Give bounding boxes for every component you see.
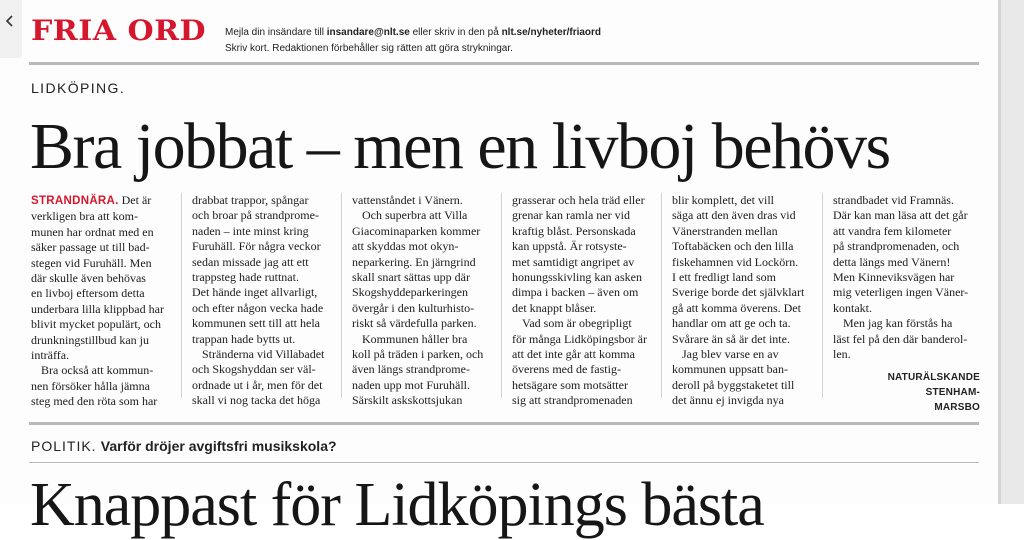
article-line bbox=[833, 208, 973, 223]
article-line-text: Det är bbox=[118, 193, 152, 207]
article-line-text: övergår i den kulturhisto- bbox=[352, 300, 475, 315]
article-line bbox=[512, 239, 652, 254]
article-line bbox=[352, 255, 492, 270]
article-line bbox=[31, 317, 171, 332]
article-line bbox=[192, 239, 332, 254]
article-line-text: drabbat trappor, spångar bbox=[192, 193, 309, 207]
article-line bbox=[512, 362, 652, 377]
article-line bbox=[352, 301, 492, 316]
article-line bbox=[192, 378, 332, 393]
article-line bbox=[352, 270, 492, 285]
article-line-text: Svårare än så är det inte. bbox=[672, 331, 790, 346]
column-divider bbox=[181, 193, 182, 398]
teaser-section: POLITIK. bbox=[31, 438, 97, 454]
article-line bbox=[352, 316, 492, 331]
article-line-text: drunkningstillbud kan ju bbox=[31, 332, 149, 347]
article-line-text: trappan hade bytts ut. bbox=[192, 331, 296, 346]
article-line-text: Stränderna vid Villabadet bbox=[202, 347, 325, 362]
article-line-text: Särskilt askskottsjukan bbox=[352, 393, 463, 408]
submission-url[interactable]: nlt.se/nyheter/friaord bbox=[501, 27, 602, 38]
article-line bbox=[192, 332, 332, 347]
article-line bbox=[672, 378, 812, 393]
article-line-text: naden – inte minst kring bbox=[192, 223, 309, 238]
article-line bbox=[672, 347, 812, 362]
article-line-text: kraftig blåst. Personskada bbox=[512, 223, 636, 238]
article-line-text: och Skogshyddan ser väl- bbox=[192, 362, 316, 377]
article-line-text: ordnade ut i år, men för det bbox=[192, 377, 323, 392]
article-line bbox=[512, 270, 652, 285]
chevron-left-icon[interactable] bbox=[3, 14, 17, 28]
article-line-text: kan uppstå. Är rotsyste- bbox=[512, 239, 627, 254]
article-line-text: kommunen uppsatt ban- bbox=[672, 362, 788, 377]
next-article-headline: Knappast för Lidköpings bästa bbox=[30, 471, 764, 539]
article-line bbox=[672, 270, 812, 285]
submission-prefix: Mejla din insändare till bbox=[225, 27, 327, 38]
article-line-text: grasserar och hela träd eller bbox=[512, 193, 645, 207]
article-line bbox=[192, 255, 332, 270]
article-line bbox=[31, 379, 171, 394]
article-line bbox=[31, 193, 171, 209]
article-line-text: inträffa. bbox=[31, 348, 70, 363]
article-line-text: blivit mycket populärt, och bbox=[31, 317, 161, 332]
article-line-text: koll på träden i parken, och bbox=[352, 347, 484, 362]
article-line bbox=[512, 301, 652, 316]
article-line bbox=[672, 239, 812, 254]
article-line-text: att det inte går att komma bbox=[512, 347, 635, 362]
article-line-text: även längs strandprome- bbox=[352, 362, 470, 377]
article-line-text: kommunen sett till att hela bbox=[192, 316, 320, 331]
article-line bbox=[512, 224, 652, 239]
article-line bbox=[672, 301, 812, 316]
article-line-text: deroll på byggstaketet till bbox=[672, 377, 795, 392]
back-tab[interactable] bbox=[0, 0, 22, 58]
signature-line-2: MARSBO bbox=[934, 402, 980, 413]
article-line-text: Men Kinneviksvägen har bbox=[833, 270, 955, 285]
article-line bbox=[512, 332, 652, 347]
article-line-text: skall vi nog tacka det höga bbox=[192, 393, 321, 408]
article-line-text: säga att den även dras vid bbox=[672, 208, 796, 223]
article-line bbox=[512, 193, 652, 208]
article-line bbox=[512, 285, 652, 300]
article-line bbox=[672, 193, 812, 208]
article-line bbox=[31, 225, 171, 240]
article-line bbox=[352, 362, 492, 377]
submission-email[interactable]: insandare@nlt.se bbox=[326, 27, 410, 38]
article-separator bbox=[29, 422, 979, 425]
article-line bbox=[31, 271, 171, 286]
article-line-text: Där kan man läsa att det går bbox=[833, 208, 968, 223]
article-line-text: steg med den röta som har bbox=[31, 394, 158, 409]
article-line bbox=[31, 209, 171, 224]
signature-line-1: NATURÄLSKANDE STENHAM- bbox=[887, 372, 980, 398]
article-line bbox=[833, 347, 973, 362]
article-line-text: naden upp mot Furuhäll. bbox=[352, 377, 470, 392]
article-line-text: att vandra fem kilometer bbox=[833, 223, 952, 238]
article-line-text: Och superbra att Villa bbox=[362, 208, 468, 223]
article-line bbox=[833, 270, 973, 285]
article-line bbox=[192, 224, 332, 239]
article-line bbox=[833, 193, 973, 208]
article-line bbox=[31, 348, 171, 363]
article-line bbox=[192, 208, 332, 223]
article-line-text: Jag blev varse en av bbox=[682, 347, 779, 362]
article-line bbox=[512, 208, 652, 223]
article-line-text: Skogshyddeparkeringen bbox=[352, 285, 468, 300]
article-line bbox=[31, 333, 171, 348]
article-column bbox=[352, 193, 492, 409]
article-line bbox=[672, 393, 812, 408]
article-line-text: Vad som är obegripligt bbox=[522, 316, 632, 331]
article-line bbox=[31, 286, 171, 301]
article-signature bbox=[846, 370, 980, 415]
article-line-text: grenar kan ramla ner vid bbox=[512, 208, 630, 223]
article-line-text: strandbadet vid Framnäs. bbox=[833, 193, 954, 207]
article-line-text: handlar om att ge och ta. bbox=[672, 316, 791, 331]
article-line bbox=[512, 316, 652, 331]
article-line bbox=[352, 393, 492, 408]
article-headline: Bra jobbat – men en livboj behövs bbox=[30, 110, 890, 183]
article-line bbox=[352, 285, 492, 300]
article-line-text: underbara lilla klippbad har bbox=[31, 301, 164, 316]
article-line-text: kontakt. bbox=[833, 300, 872, 315]
article-line-text: Det hände inget allvarligt, bbox=[192, 285, 318, 300]
article-line-text: att skyddas mot okyn- bbox=[352, 239, 459, 254]
article-column bbox=[833, 193, 973, 362]
article-line-text: hetsägare som motsätter bbox=[512, 377, 628, 392]
article-line-text: trappsteg hade ruttnat. bbox=[192, 270, 299, 285]
article-line-text: honungsskivling kan asken bbox=[512, 270, 642, 285]
article-line-text: en livboj eftersom detta bbox=[31, 286, 145, 301]
article-line-text: fiskehamnen vid Lockörn. bbox=[672, 254, 799, 269]
article-line-text: Sverige borde det självklart bbox=[672, 285, 805, 300]
teaser-title[interactable]: Varför dröjer avgiftsfri musikskola? bbox=[100, 438, 337, 454]
article-line-text: och broar på strandprome- bbox=[192, 208, 319, 223]
article-line-text: det knappt blåser. bbox=[512, 300, 597, 315]
article-line bbox=[192, 347, 332, 362]
article-line bbox=[192, 393, 332, 408]
article-line-text: Men jag kan förstås ha bbox=[843, 316, 953, 331]
article-line-text: det ännu ej invigda nya bbox=[672, 393, 784, 408]
article-column bbox=[512, 193, 652, 409]
column-divider bbox=[501, 193, 502, 398]
article-line bbox=[833, 224, 973, 239]
column-divider bbox=[822, 193, 823, 398]
article-line-text: säker passage ut till bad- bbox=[31, 240, 150, 255]
article-line-text: skall snart sättas upp där bbox=[352, 270, 470, 285]
article-line-text: Bra också att kommun- bbox=[41, 363, 154, 378]
article-line bbox=[31, 256, 171, 271]
article-line bbox=[672, 332, 812, 347]
article-line-text: Vänerstranden mellan bbox=[672, 223, 778, 238]
article-line bbox=[833, 239, 973, 254]
article-line-text: riskt så värdefulla parken. bbox=[352, 316, 477, 331]
article-line-text: Toftabäcken och den lilla bbox=[672, 239, 794, 254]
article-line-text: verkligen bra att kom- bbox=[31, 209, 138, 224]
masthead-rule bbox=[29, 62, 979, 65]
article-column bbox=[672, 193, 812, 409]
article-line bbox=[352, 239, 492, 254]
article-line-text: munen har ordnat med en bbox=[31, 224, 154, 239]
article-line bbox=[192, 285, 332, 300]
article-line bbox=[833, 255, 973, 270]
article-line-text: Furuhäll. För några veckor bbox=[192, 239, 321, 254]
article-line-text: sig att strandpromenaden bbox=[512, 393, 633, 408]
article-line bbox=[31, 240, 171, 255]
article-line bbox=[512, 347, 652, 362]
article-line bbox=[352, 347, 492, 362]
article-line bbox=[512, 255, 652, 270]
article-line bbox=[833, 285, 973, 300]
article-line bbox=[192, 301, 332, 316]
submission-line-2: Skriv kort. Redaktionen förbehåller sig rätten att göra strykningar. bbox=[225, 43, 513, 54]
article-line-text: på strandpromenaden, och bbox=[833, 239, 960, 254]
article-line-text: överens med de fastig- bbox=[512, 362, 621, 377]
article-line-text: len. bbox=[833, 347, 851, 362]
article-line bbox=[192, 362, 332, 377]
article-line bbox=[352, 332, 492, 347]
article-line-text: detta längs med Vänern! bbox=[833, 254, 951, 269]
article-line-text: och efter någon vecka hade bbox=[192, 300, 324, 315]
article-column bbox=[31, 193, 171, 410]
article-line-text: läst fel på den där banderol- bbox=[833, 331, 968, 346]
article-line-text: för många Lidköpingsbor är bbox=[512, 331, 647, 346]
article-line-text: blir komplett, det vill bbox=[672, 193, 774, 207]
article-line bbox=[672, 224, 812, 239]
article-line bbox=[512, 378, 652, 393]
article-line-text: vattenståndet i Vänern. bbox=[352, 193, 463, 207]
submission-info bbox=[225, 25, 601, 57]
submission-middle: eller skriv in den på bbox=[409, 27, 502, 38]
article-line bbox=[672, 285, 812, 300]
article-line bbox=[192, 316, 332, 331]
article-line bbox=[352, 193, 492, 208]
page-edge bbox=[998, 0, 1024, 504]
article-column bbox=[192, 193, 332, 409]
article-line-text: sedan missade jag att ett bbox=[192, 254, 309, 269]
article-line-text: Kommunen håller bra bbox=[362, 331, 468, 346]
article-line bbox=[672, 208, 812, 223]
article-line bbox=[672, 255, 812, 270]
article-line bbox=[192, 193, 332, 208]
article-line-text: met samtidigt angripet av bbox=[512, 254, 635, 269]
article-line-text: nen försöker hålla jämna bbox=[31, 378, 150, 393]
article-line bbox=[31, 302, 171, 317]
article-line-text: gå att komma överens. Det bbox=[672, 300, 801, 315]
column-divider bbox=[341, 193, 342, 398]
article-line-text: I ett fredligt land som bbox=[672, 270, 776, 285]
column-divider bbox=[661, 193, 662, 398]
submission-line-1 bbox=[225, 25, 601, 41]
article-line bbox=[352, 378, 492, 393]
next-article-teaser bbox=[31, 438, 337, 454]
article-line bbox=[512, 393, 652, 408]
article-line bbox=[672, 316, 812, 331]
article-kicker: LIDKÖPING. bbox=[31, 80, 126, 96]
article-line bbox=[833, 301, 973, 316]
article-line bbox=[31, 394, 171, 409]
article-line bbox=[352, 208, 492, 223]
article-line bbox=[192, 270, 332, 285]
article-line-text: neparkering. En järngrind bbox=[352, 254, 476, 269]
article-line-text: dimpa i backen – även om bbox=[512, 285, 639, 300]
article-line bbox=[833, 332, 973, 347]
article-line-text: Giacominaparken kommer bbox=[352, 223, 481, 238]
article-line-text: stegen vid Furuhäll. Men bbox=[31, 255, 152, 270]
article-line-text: mig veterligen ingen Väner- bbox=[833, 285, 969, 300]
article-line bbox=[833, 316, 973, 331]
section-brand: FRIA ORD bbox=[31, 15, 207, 48]
article-line bbox=[672, 362, 812, 377]
article-line bbox=[352, 224, 492, 239]
article-line bbox=[31, 363, 171, 378]
teaser-rule bbox=[29, 462, 979, 463]
article-lead-label: STRANDNÄRA. bbox=[31, 195, 119, 207]
article-line-text: där skulle även behövas bbox=[31, 271, 146, 286]
